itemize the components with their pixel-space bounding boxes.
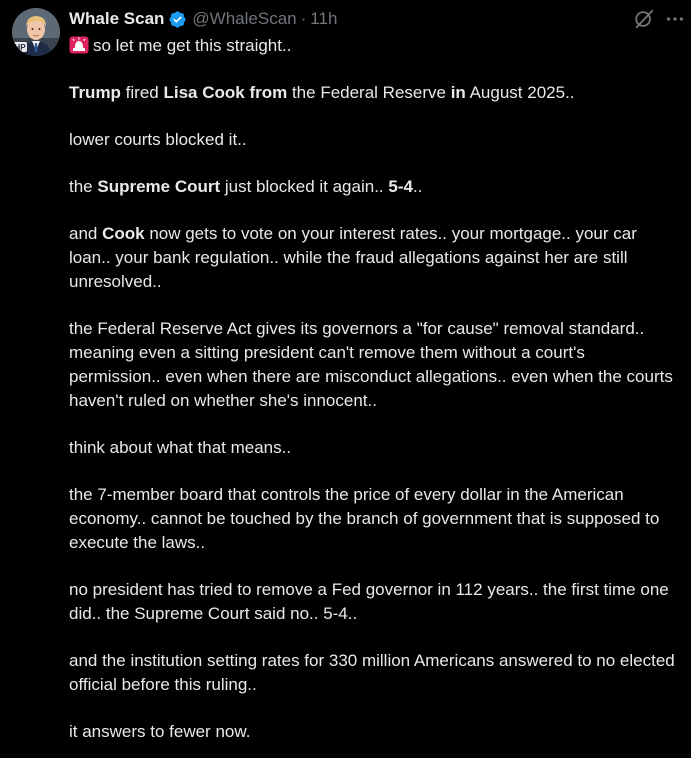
paragraph-text: so let me get this straight.. bbox=[93, 36, 292, 55]
verified-badge-icon bbox=[168, 10, 187, 29]
paragraph: the 7-member board that controls the price of every dollar in the American economy.. cannot be touched by the branch of government that is supposed to execute the laws.. bbox=[69, 485, 660, 552]
tweet-text bbox=[69, 34, 681, 744]
text-span: the bbox=[69, 177, 98, 196]
text-span: the Federal Reserve bbox=[287, 83, 451, 102]
paragraph: no president has tried to remove a Fed governor in 112 years.. the first time one did.. the Supreme Court said no.. 5-4.. bbox=[69, 580, 669, 623]
paragraph: the Federal Reserve Act gives its governors a "for cause" removal standard.. meaning even a sitting president can't remove them without a court's permission.. even when there are misconduct allegations.. even when the courts haven't ruled on whether she's innocent.. bbox=[69, 319, 673, 410]
text-span: now gets to vote on your interest rates.. your mortgage.. your car loan.. your bank regulation.. while the fraud allegations against her are still unresolved.. bbox=[69, 224, 637, 291]
avatar-badge: HP bbox=[14, 43, 26, 52]
display-name[interactable]: Whale Scan bbox=[69, 9, 165, 28]
bold-text: 5-4 bbox=[388, 177, 413, 196]
paragraph bbox=[69, 222, 681, 294]
text-span: and bbox=[69, 224, 103, 243]
separator-dot: · bbox=[300, 9, 307, 28]
text-span: just blocked it again.. bbox=[220, 177, 389, 196]
avatar[interactable] bbox=[12, 8, 60, 56]
tweet-header bbox=[69, 8, 337, 30]
bold-text: in bbox=[450, 83, 466, 102]
bold-text: Cook bbox=[102, 224, 145, 243]
paragraph: think about what that means.. bbox=[69, 438, 292, 457]
paragraph bbox=[69, 175, 681, 199]
text-span: .. bbox=[412, 177, 423, 196]
police-light-emoji bbox=[69, 36, 89, 54]
timestamp[interactable]: 11h bbox=[310, 9, 338, 28]
grok-icon[interactable] bbox=[633, 8, 655, 30]
text-span: fired bbox=[120, 83, 164, 102]
paragraph-closing: it answers to fewer now. bbox=[69, 722, 251, 741]
more-options-icon[interactable] bbox=[664, 8, 686, 30]
paragraph bbox=[69, 81, 681, 105]
bold-text: Supreme Court bbox=[97, 177, 221, 196]
bold-text: Lisa Cook from bbox=[163, 83, 288, 102]
paragraph: and the institution setting rates for 330 million Americans answered to no elected official before this ruling.. bbox=[69, 651, 675, 694]
paragraph: lower courts blocked it.. bbox=[69, 130, 247, 149]
paragraph-intro bbox=[69, 34, 681, 58]
avatar-image bbox=[12, 8, 60, 56]
bold-text: Trump bbox=[69, 83, 121, 102]
text-span: August 2025.. bbox=[465, 83, 575, 102]
handle[interactable]: @WhaleScan bbox=[192, 9, 297, 28]
